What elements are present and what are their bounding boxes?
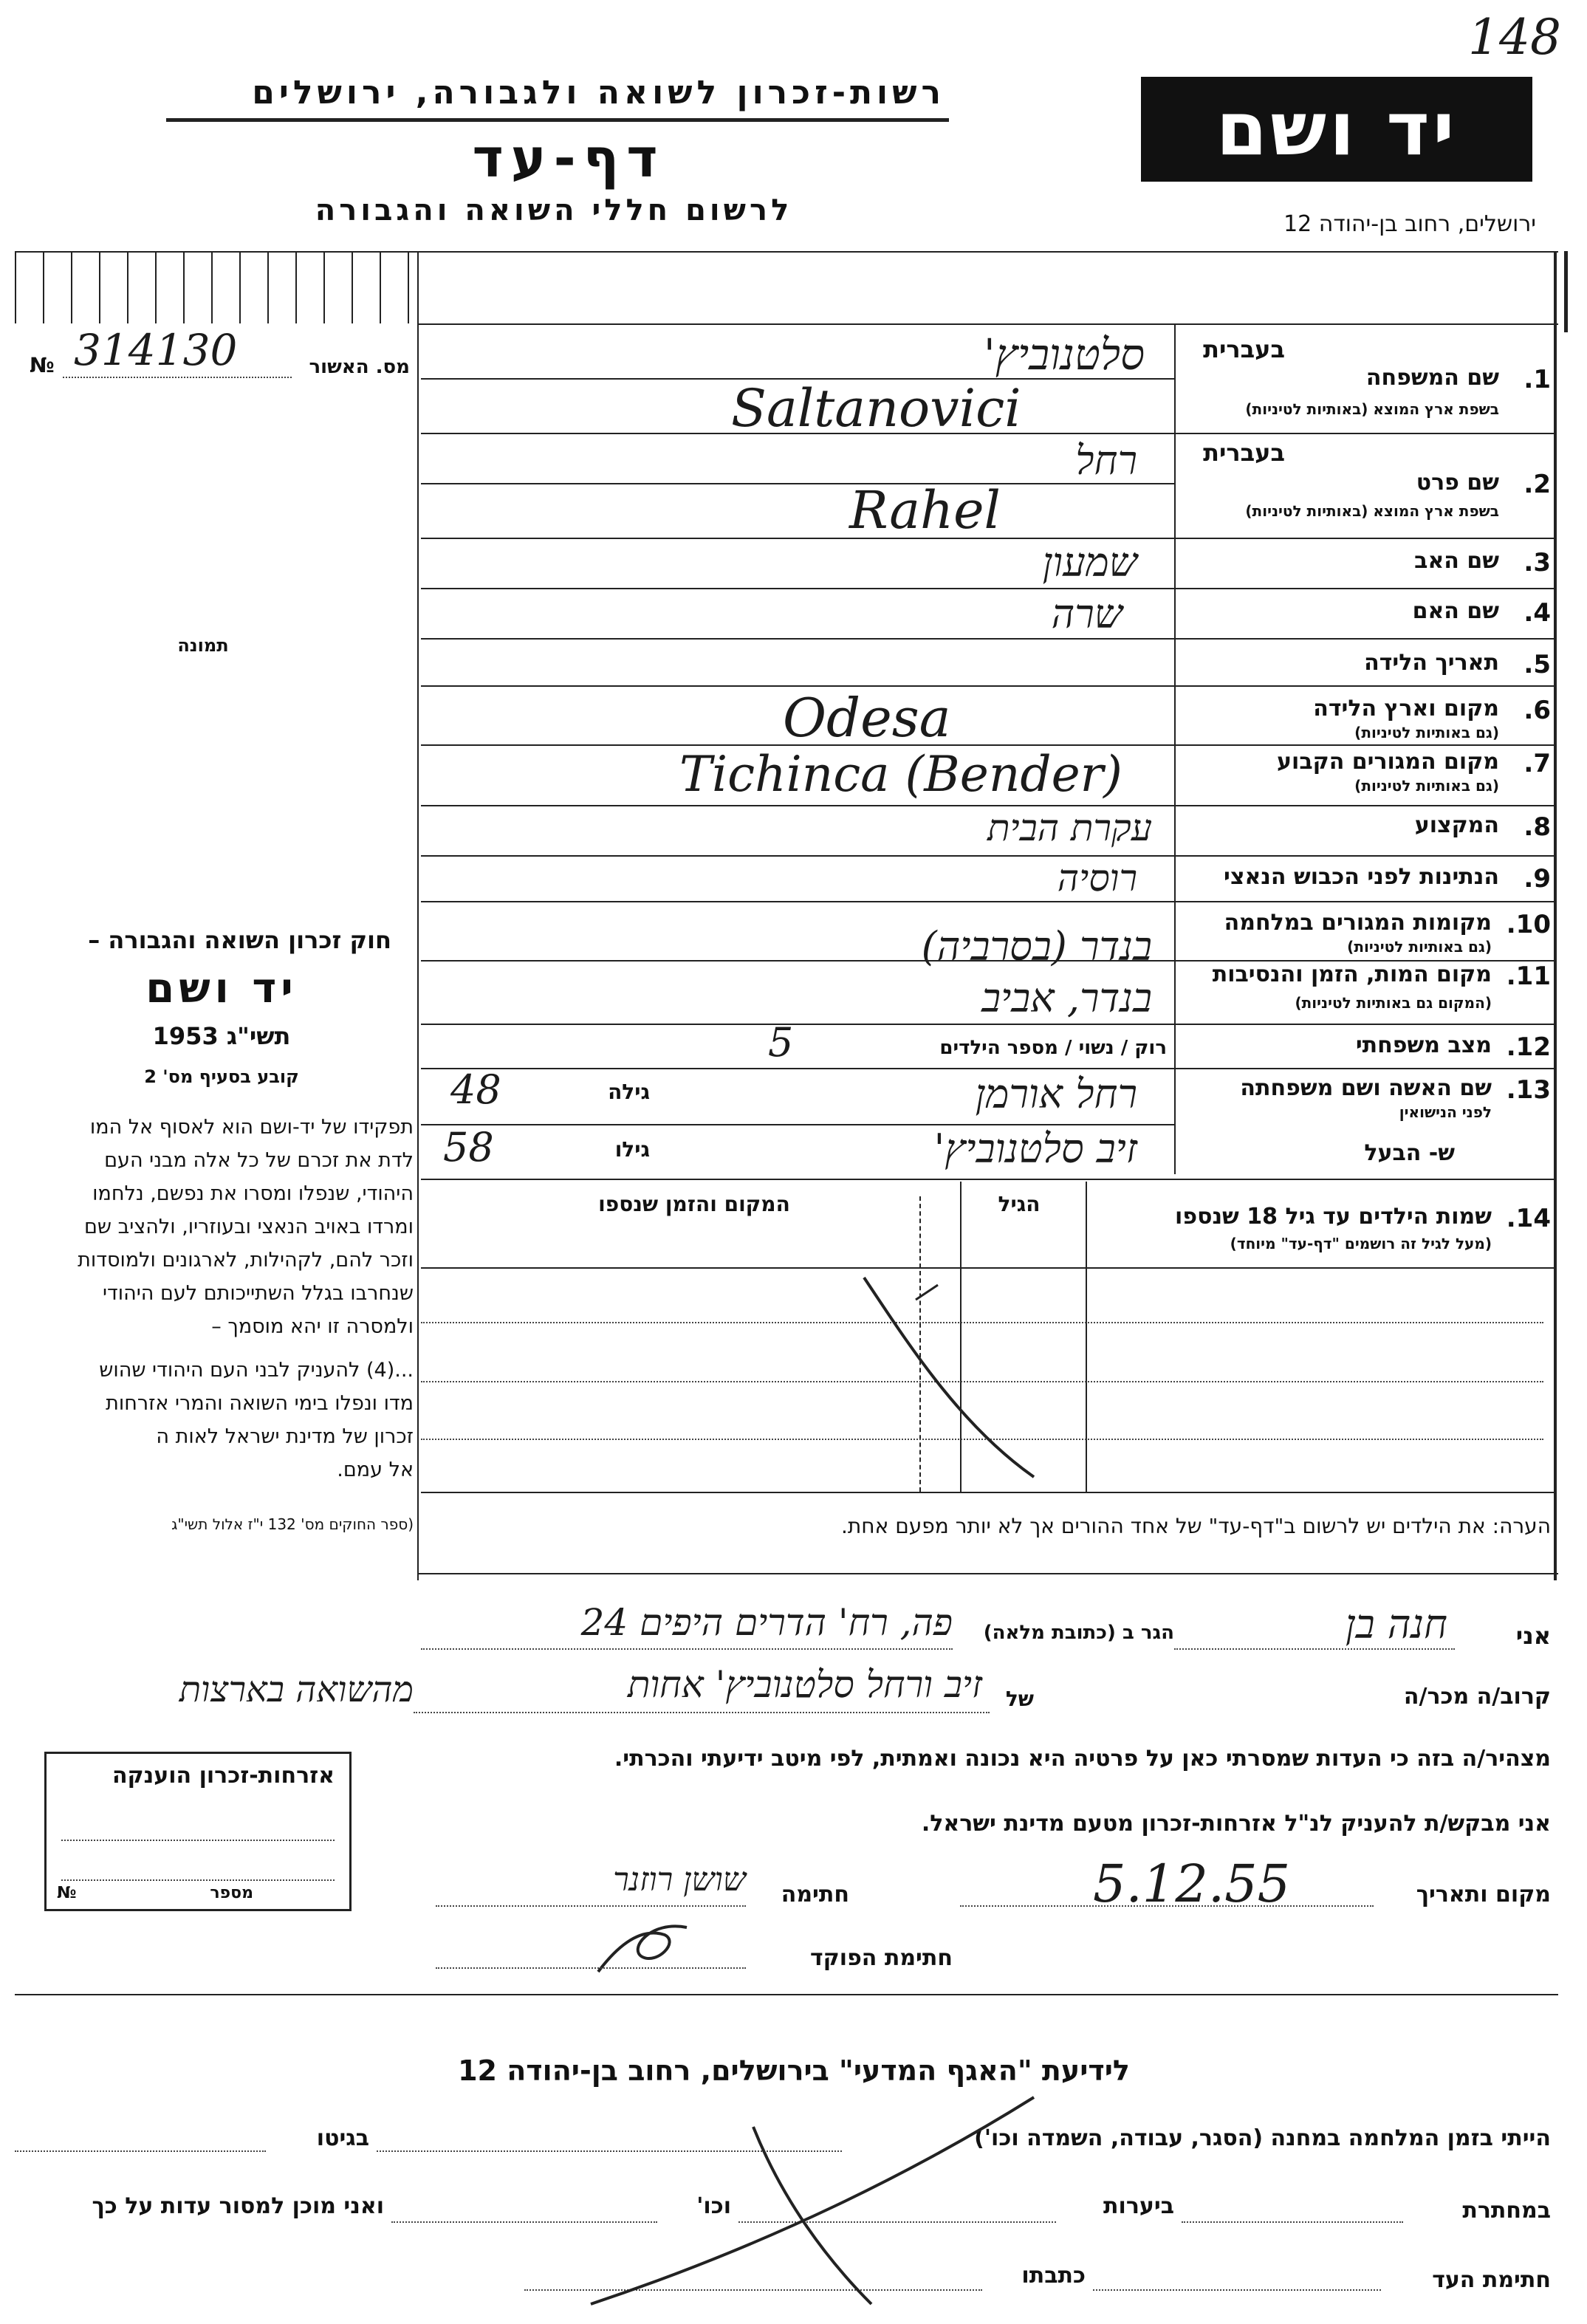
- law-line-5: וזכר להם, לקהילות, לארגונים ולמוסדות: [78, 1249, 414, 1272]
- decl-place-date-label: מקום ותאריך: [1416, 1882, 1551, 1907]
- approval-number: 314130: [74, 325, 238, 375]
- children-col-div-1: [1086, 1182, 1087, 1492]
- label-column-divider: [1174, 325, 1176, 1174]
- law-year: תשי"ג 1953: [152, 1022, 291, 1050]
- husband-age-label: גילו: [614, 1137, 650, 1162]
- field-7-label: מקום המגורים הקבוע: [1277, 749, 1499, 775]
- field-6-sub: (גם באותיות לטיניות): [1354, 724, 1499, 741]
- science-line3-a: חתימת העד: [1432, 2267, 1551, 2293]
- form-right-edge: [1564, 251, 1568, 332]
- citizenship-number-label: מספר: [210, 1884, 253, 1902]
- field-11-value[interactable]: בנדר, אביב: [981, 975, 1152, 1021]
- law-line-10: זכרון של מדינת ישראל לאות ה: [156, 1425, 414, 1448]
- field-1-hebrew-tag: בעברית: [1203, 335, 1285, 363]
- field-6-value[interactable]: Odesa: [783, 687, 951, 749]
- husband-age-value[interactable]: 58: [443, 1124, 494, 1170]
- decl-place-date-value[interactable]: 5.12.55: [1093, 1854, 1291, 1914]
- law-line-7: ולמסרה זו יהא מוסמך –: [211, 1315, 414, 1338]
- decl-officer-line: [436, 1967, 746, 1969]
- note-bottom: [417, 1573, 1558, 1574]
- header-address: ירושלים, רחוב בן-יהודה 12: [1283, 211, 1536, 237]
- field-1-hebrew-value[interactable]: סלטנוביץ': [983, 329, 1145, 380]
- science-line2-dots-1: [1182, 2221, 1403, 2223]
- science-line2-b: ביערות: [1103, 2193, 1174, 2219]
- field-3-bottom: [421, 588, 1555, 589]
- field-1-latin-value[interactable]: Saltanovici: [731, 378, 1021, 439]
- law-line-9: מדו ונפלו בימי השואה והמרי אזרחות: [106, 1392, 414, 1415]
- field-9-bottom: [421, 901, 1555, 902]
- field-2-hebrew-value[interactable]: רחל: [1075, 437, 1137, 484]
- decl-request: אני מבקש/ת להעניק לנ"ל אזרחות-זכרון מטעם מדינת ישראל.: [921, 1811, 1551, 1837]
- citizenship-line-1: [61, 1840, 335, 1841]
- field-3-number: 3.: [1523, 548, 1551, 577]
- science-line2-c: וכו': [696, 2193, 731, 2219]
- hatch-strip: [15, 253, 417, 323]
- science-line1-a: הייתי בזמן המלחמה במחנה (הסגר, עבודה, השמדה וכו'): [974, 2125, 1551, 2151]
- field-14-label: שמות הילדים עד גיל 18 שנספו: [1175, 1204, 1492, 1230]
- field-13-value[interactable]: רחל אורמן: [975, 1071, 1137, 1117]
- approval-line: [63, 377, 292, 378]
- bottom-rule: [15, 1994, 1558, 1995]
- law-title: חוק זכרון השואה והגבורה –: [88, 926, 391, 954]
- law-line-2: לדת את זכרם של כל אלה מבני העם: [104, 1149, 414, 1172]
- field-10-label: מקומות המגורים במלחמה: [1224, 910, 1492, 936]
- decl-address-value[interactable]: פה, רח' הדרים היפים 24: [580, 1601, 953, 1644]
- decl-address-line: [421, 1648, 953, 1650]
- field-10-value[interactable]: בנדר (בסרביה): [921, 923, 1152, 970]
- field-4-number: 4.: [1523, 598, 1551, 628]
- science-line2-d: ואני מוכן למסור עדות על כך: [92, 2193, 384, 2219]
- decl-of-extra[interactable]: מהשואה בארצות: [179, 1669, 414, 1710]
- citizenship-box: [44, 1752, 352, 1911]
- form-subtitle: לרשום חללי השואה והגבורה: [315, 193, 793, 227]
- decl-name-line: [1174, 1648, 1455, 1650]
- officer-signature: [583, 1913, 709, 1994]
- law-source: (ספר החוקים מס' 132 י"ז אלול תשי"ג: [171, 1515, 414, 1533]
- field-5-number: 5.: [1523, 650, 1551, 679]
- field-14-sub: (מעל לגיל זה רושמים "דף-עד" מיוחד): [1230, 1235, 1492, 1252]
- field-11-number: 11.: [1506, 962, 1551, 991]
- field-9-value[interactable]: רוסיה: [1057, 857, 1137, 899]
- field-5-bottom: [421, 685, 1555, 687]
- approval-label: מס. האשור: [309, 356, 410, 378]
- field-11-sub: (המקום גם באותיות לטיניות): [1295, 994, 1492, 1012]
- decl-of-label: של: [1005, 1687, 1034, 1711]
- science-line3-b: כתבתו: [1021, 2263, 1086, 2289]
- field-4-value[interactable]: שרה: [1051, 591, 1122, 637]
- science-line1-dots-2: [15, 2150, 266, 2152]
- field-12-label: מצב משפחתי: [1355, 1032, 1492, 1058]
- frame-divider-right: [1554, 251, 1557, 1580]
- frame-divider-left: [417, 251, 419, 1580]
- children-cross-out: [849, 1255, 1086, 1492]
- law-line-1: תפקידו של יד-ושם הוא לאסוף אל המו: [89, 1116, 414, 1139]
- field-3-value[interactable]: שמעון: [1042, 539, 1137, 586]
- decl-signature-value[interactable]: שושן רוזנר: [613, 1861, 746, 1899]
- field-8-value[interactable]: עקרת הבית: [987, 806, 1152, 849]
- decl-relative-label: קרוב/ה מכר/ה: [1403, 1684, 1551, 1710]
- field-13-label: שם האשה ושם משפחתה: [1240, 1075, 1492, 1101]
- authority-line: רשות-זכרון לשואה ולגבורה, ירושלים: [252, 74, 945, 112]
- field-14-number: 14.: [1506, 1204, 1551, 1233]
- field-2-label: שם פרט: [1416, 470, 1499, 496]
- field-13-age-value[interactable]: 48: [450, 1066, 501, 1113]
- field-12-bottom: [421, 1068, 1555, 1069]
- field-2-number: 2.: [1523, 470, 1551, 499]
- law-line-11: אל עמם.: [337, 1459, 414, 1481]
- decl-of-line: [414, 1712, 990, 1713]
- field-9-label: הנתינות לפני הכבוש הנאצי: [1224, 864, 1499, 890]
- citizenship-line-2: [61, 1879, 335, 1881]
- decl-officer-label: חתימת הפוקד: [810, 1945, 953, 1971]
- citizenship-number-prefix: №: [57, 1884, 77, 1902]
- field-1-bottom: [421, 433, 1555, 434]
- science-title: לידיעת "האגף המדעי" בירושלים, רחוב בן-יהודה 12: [458, 2054, 1130, 2087]
- field-9-number: 9.: [1523, 864, 1551, 894]
- field-12-value[interactable]: 5: [768, 1019, 794, 1066]
- field-2-hebrew-line: [421, 483, 1174, 484]
- frame-bottom-top-strip: [417, 323, 1558, 325]
- science-cross-out: [561, 2083, 1078, 2319]
- field-12-number: 12.: [1506, 1032, 1551, 1062]
- field-11-bottom: [421, 1024, 1555, 1025]
- science-line3-dots-1: [1093, 2289, 1381, 2291]
- law-line-3: היהודי, שנפלו ומסרו את נפשם, נלחמו: [92, 1182, 414, 1205]
- yad-vashem-logo: [1141, 77, 1532, 182]
- field-3-label: שם האב: [1414, 548, 1499, 574]
- law-text: [15, 1111, 414, 1487]
- col-age-header: הגיל: [998, 1192, 1041, 1216]
- decl-witness-name[interactable]: חנה בן: [1345, 1601, 1447, 1648]
- field-1-number: 1.: [1523, 365, 1551, 394]
- field-4-bottom: [421, 638, 1555, 640]
- logo-text: יד ושם: [1216, 86, 1458, 172]
- field-6-number: 6.: [1523, 696, 1551, 725]
- field-4-label: שם האם: [1412, 598, 1499, 624]
- science-line1-b: בגיטו: [316, 2125, 369, 2151]
- law-line-8: ...(4) להעניק לבני העם היהודי שהוש: [99, 1359, 414, 1382]
- field-2-hebrew-tag: בעברית: [1203, 439, 1285, 467]
- field-13-number: 13.: [1506, 1075, 1551, 1105]
- decl-signature-line: [436, 1905, 746, 1907]
- field-5-label: תאריך הלידה: [1364, 650, 1499, 676]
- approval-prefix: №: [30, 353, 55, 377]
- authority-underline: [166, 118, 949, 122]
- col-place-header: המקום והזמן שנספו: [598, 1192, 790, 1216]
- page-number: 148: [1468, 9, 1561, 66]
- field-10-sub: (גם באותיות לטיניות): [1347, 938, 1492, 956]
- husband-label: ש- הבעל: [1364, 1140, 1455, 1166]
- decl-statement: מצהיר/ה בזה כי העדות שמסרתי כאן על פרטיה היא נכונה ואמתית, לפי מיטב ידיעתי והכרתי.: [614, 1746, 1551, 1772]
- field-2-sub: בשפת ארץ המוצא (באותיות לטיניות): [1245, 502, 1499, 520]
- citizenship-title: אזרחות-זכרון הוענקה: [112, 1763, 335, 1789]
- law-line-4: ומרדו באויב הנאצי ובעוזריו, ולהציב שם: [83, 1216, 414, 1238]
- field-8-number: 8.: [1523, 812, 1551, 842]
- field-11-label: מקום המות, הזמן והנסיבות: [1212, 962, 1492, 987]
- field-7-sub: (גם באותיות לטיניות): [1354, 777, 1499, 795]
- form-title: דף-עד: [472, 127, 665, 189]
- children-table-bottom: [421, 1492, 1555, 1493]
- field-1-sub: בשפת ארץ המוצא (באותיות לטיניות): [1245, 400, 1499, 418]
- field-13-age-label: גילה: [608, 1080, 650, 1104]
- husband-value[interactable]: זיב סלטנוביץ': [933, 1125, 1137, 1172]
- decl-date-line: [960, 1905, 1374, 1907]
- field-7-value[interactable]: Tichinca (Bender): [679, 746, 1122, 803]
- law-line-6: שנחרבו בגלל השתייכותם לעם היהודי: [102, 1282, 414, 1305]
- field-10-number: 10.: [1506, 910, 1551, 939]
- field-1-label: שם המשפחה: [1365, 365, 1499, 391]
- law-name: יד ושם: [145, 964, 298, 1012]
- photo-label: תמונה: [177, 635, 229, 656]
- law-clause: קובע בסעיף מס' 2: [144, 1066, 299, 1087]
- children-note: הערה: את הילדים יש לרשום ב"דף-עד" של אחד ההורים אך לא יותר מפעם אחת.: [840, 1514, 1551, 1538]
- decl-of-value[interactable]: זיב ורחל סלטנוביץ' אחות: [627, 1663, 982, 1706]
- science-line2-a: במחתרת: [1462, 2198, 1551, 2224]
- field-6-label: מקום וארץ הלידה: [1313, 696, 1499, 721]
- field-2-latin-value[interactable]: Rahel: [849, 480, 1001, 541]
- husband-bottom: [421, 1179, 1555, 1180]
- field-7-number: 7.: [1523, 749, 1551, 778]
- field-13-sub: לפני הנישואין: [1399, 1103, 1492, 1121]
- field-8-label: המקצוע: [1414, 812, 1499, 838]
- decl-signature-label: חתימה: [781, 1882, 849, 1907]
- decl-address-label: הגר ב (כתובת מלאה): [983, 1622, 1174, 1644]
- decl-ani: אני: [1515, 1622, 1551, 1650]
- field-12-options: רוק / נשוי / מספר הילדים: [939, 1037, 1167, 1059]
